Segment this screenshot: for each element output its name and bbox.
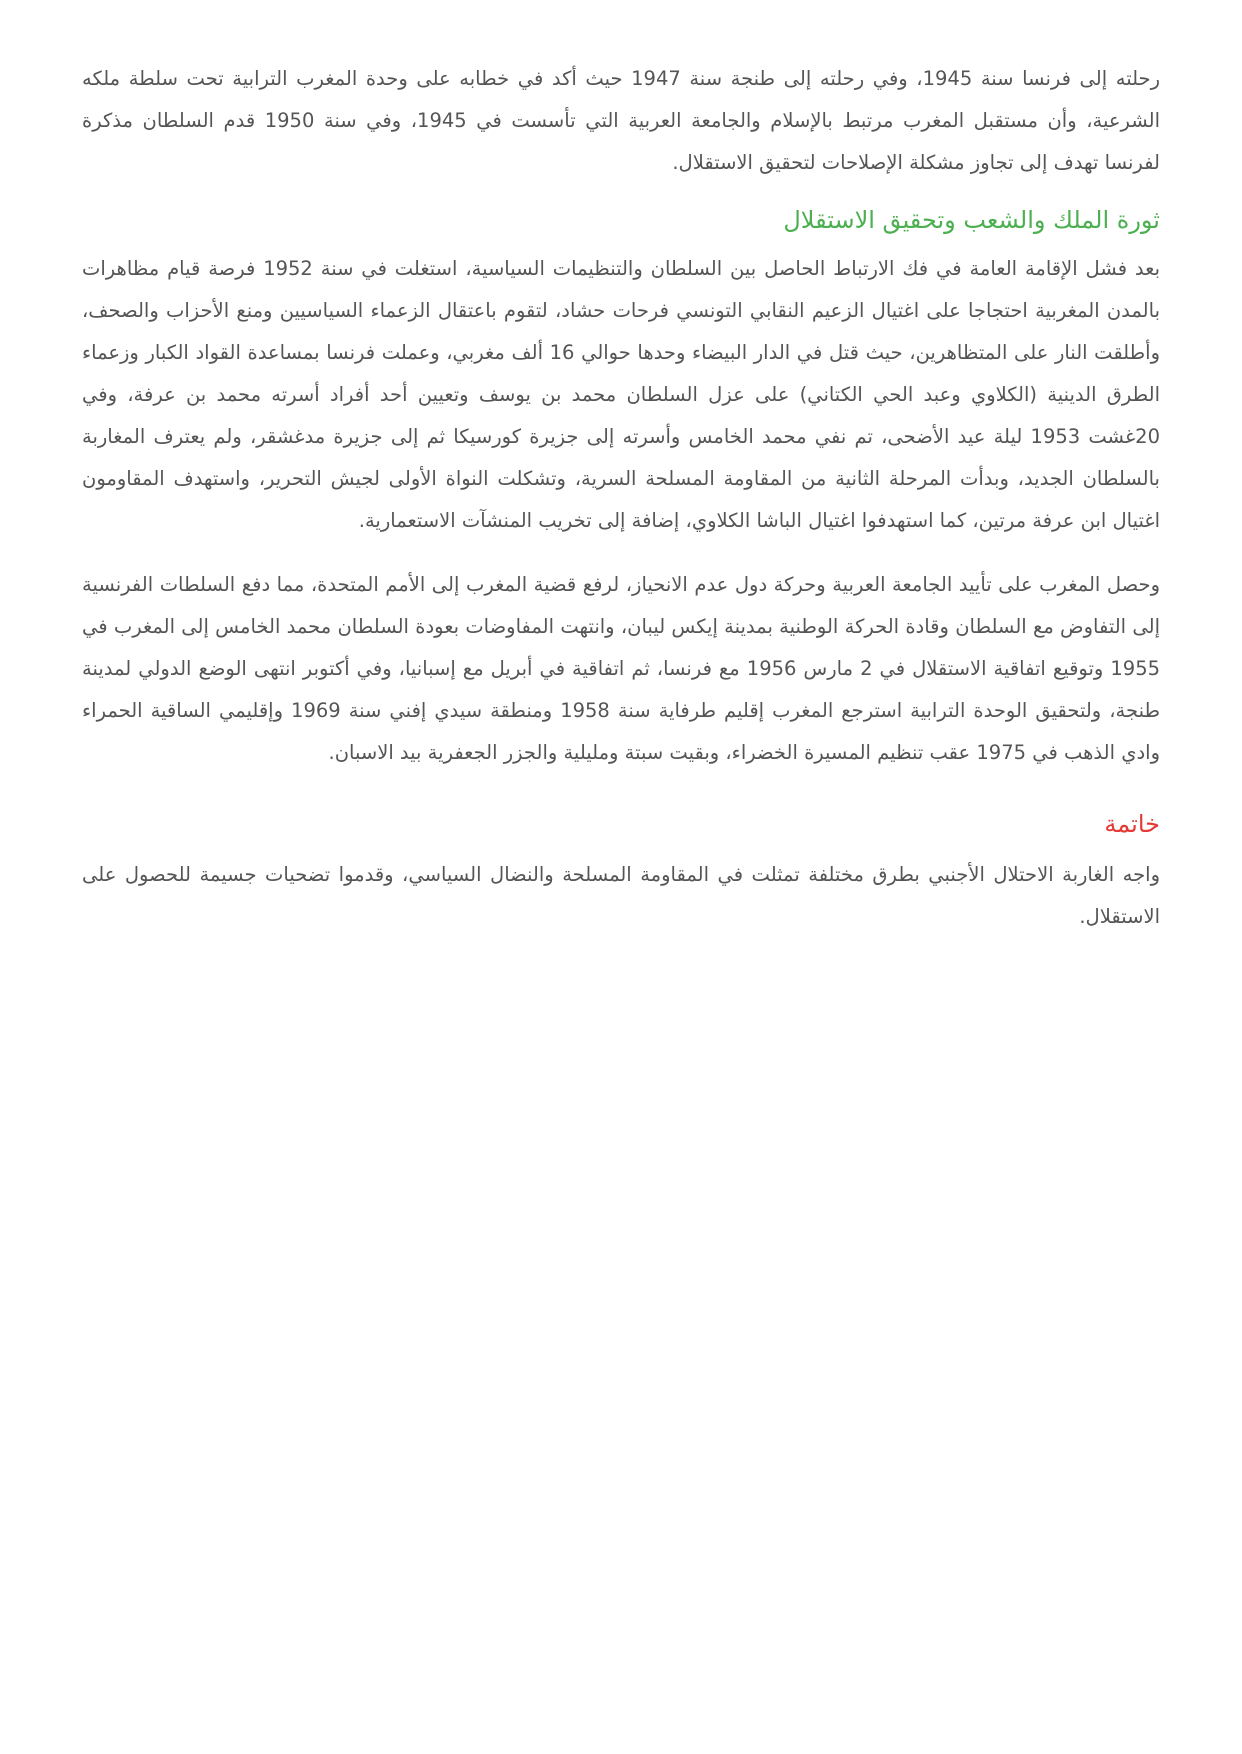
section-heading-revolution: ثورة الملك والشعب وتحقيق الاستقلال [783, 206, 1160, 234]
document-page [82, 58, 1160, 938]
section-heading-conclusion: خاتمة [1104, 810, 1160, 838]
conclusion-paragraph: واجه الغاربة الاحتلال الأجنبي بطرق مختلفة تمثلت في المقاومة المسلحة والنضال السياسي، وقدموا تضحيات جسيمة للحصول على الاستقلال. [82, 863, 1160, 928]
revolution-paragraph-2: وحصل المغرب على تأييد الجامعة العربية وحركة دول عدم الانحياز، لرفع قضية المغرب إلى الأمم المتحدة، مما دفع السلطات الفرنسية إلى التفاوض مع السلطان وقادة الحركة الوطنية بمدينة إيكس ليبان، وانتهت المفاوضات بعودة السلطان محمد الخامس إلى المغرب في 1955 وتوقيع اتفاقية الاستقلال في 2 مارس 1956 مع فرنسا، ثم اتفاقية في أبريل مع إسبانيا، وفي أكتوبر انتهى الوضع الدولي لمدينة طنجة، ولتحقيق الوحدة الترابية استرجع المغرب إقليم طرفاية سنة 1958 ومنطقة سيدي إفني سنة 1969 وإقليمي الساقية الحمراء وادي الذهب في 1975 عقب تنظيم المسيرة الخضراء، وبقيت سبتة ومليلية والجزر الجعفرية بيد الاسبان. [82, 573, 1161, 764]
intro-paragraph: رحلته إلى فرنسا سنة 1945، وفي رحلته إلى طنجة سنة 1947 حيث أكد في خطابه على وحدة المغرب الترابية تحت سلطة ملكه الشرعية، وأن مستقبل المغرب مرتبط بالإسلام والجامعة العربية التي تأسست في 1945، وفي سنة 1950 قدم السلطان مذكرة لفرنسا تهدف إلى تجاوز مشكلة الإصلاحات لتحقيق الاستقلال. [82, 67, 1161, 174]
revolution-paragraph-1: بعد فشل الإقامة العامة في فك الارتباط الحاصل بين السلطان والتنظيمات السياسية، استغلت في سنة 1952 فرصة قيام مظاهرات بالمدن المغربية احتجاجا على اغتيال الزعيم النقابي التونسي فرحات حشاد، لتقوم باعتقال الزعماء السياسيين ومنع الأحزاب والصحف، وأطلقت النار على المتظاهرين، حيث قتل في الدار البيضاء وحدها حوالي 16 ألف مغربي، وعملت فرنسا بمساعدة القواد الكبار وزعماء الطرق الدينية (الكلاوي وعبد الحي الكتاني) على عزل السلطان محمد بن يوسف وتعيين أحد أفراد أسرته محمد بن عرفة، وفي 20غشت 1953 ليلة عيد الأضحى، تم نفي محمد الخامس وأسرته إلى جزيرة كورسيكا ثم إلى جزيرة مدغشقر، ولم يعترف المغاربة بالسلطان الجديد، وبدأت المرحلة الثانية من المقاومة المسلحة السرية، وتشكلت النواة الأولى لجيش التحرير، واستهدف المقاومون اغتيال ابن عرفة مرتين، كما استهدفوا اغتيال الباشا الكلاوي، إضافة إلى تخريب المنشآت الاستعمارية. [82, 257, 1160, 532]
